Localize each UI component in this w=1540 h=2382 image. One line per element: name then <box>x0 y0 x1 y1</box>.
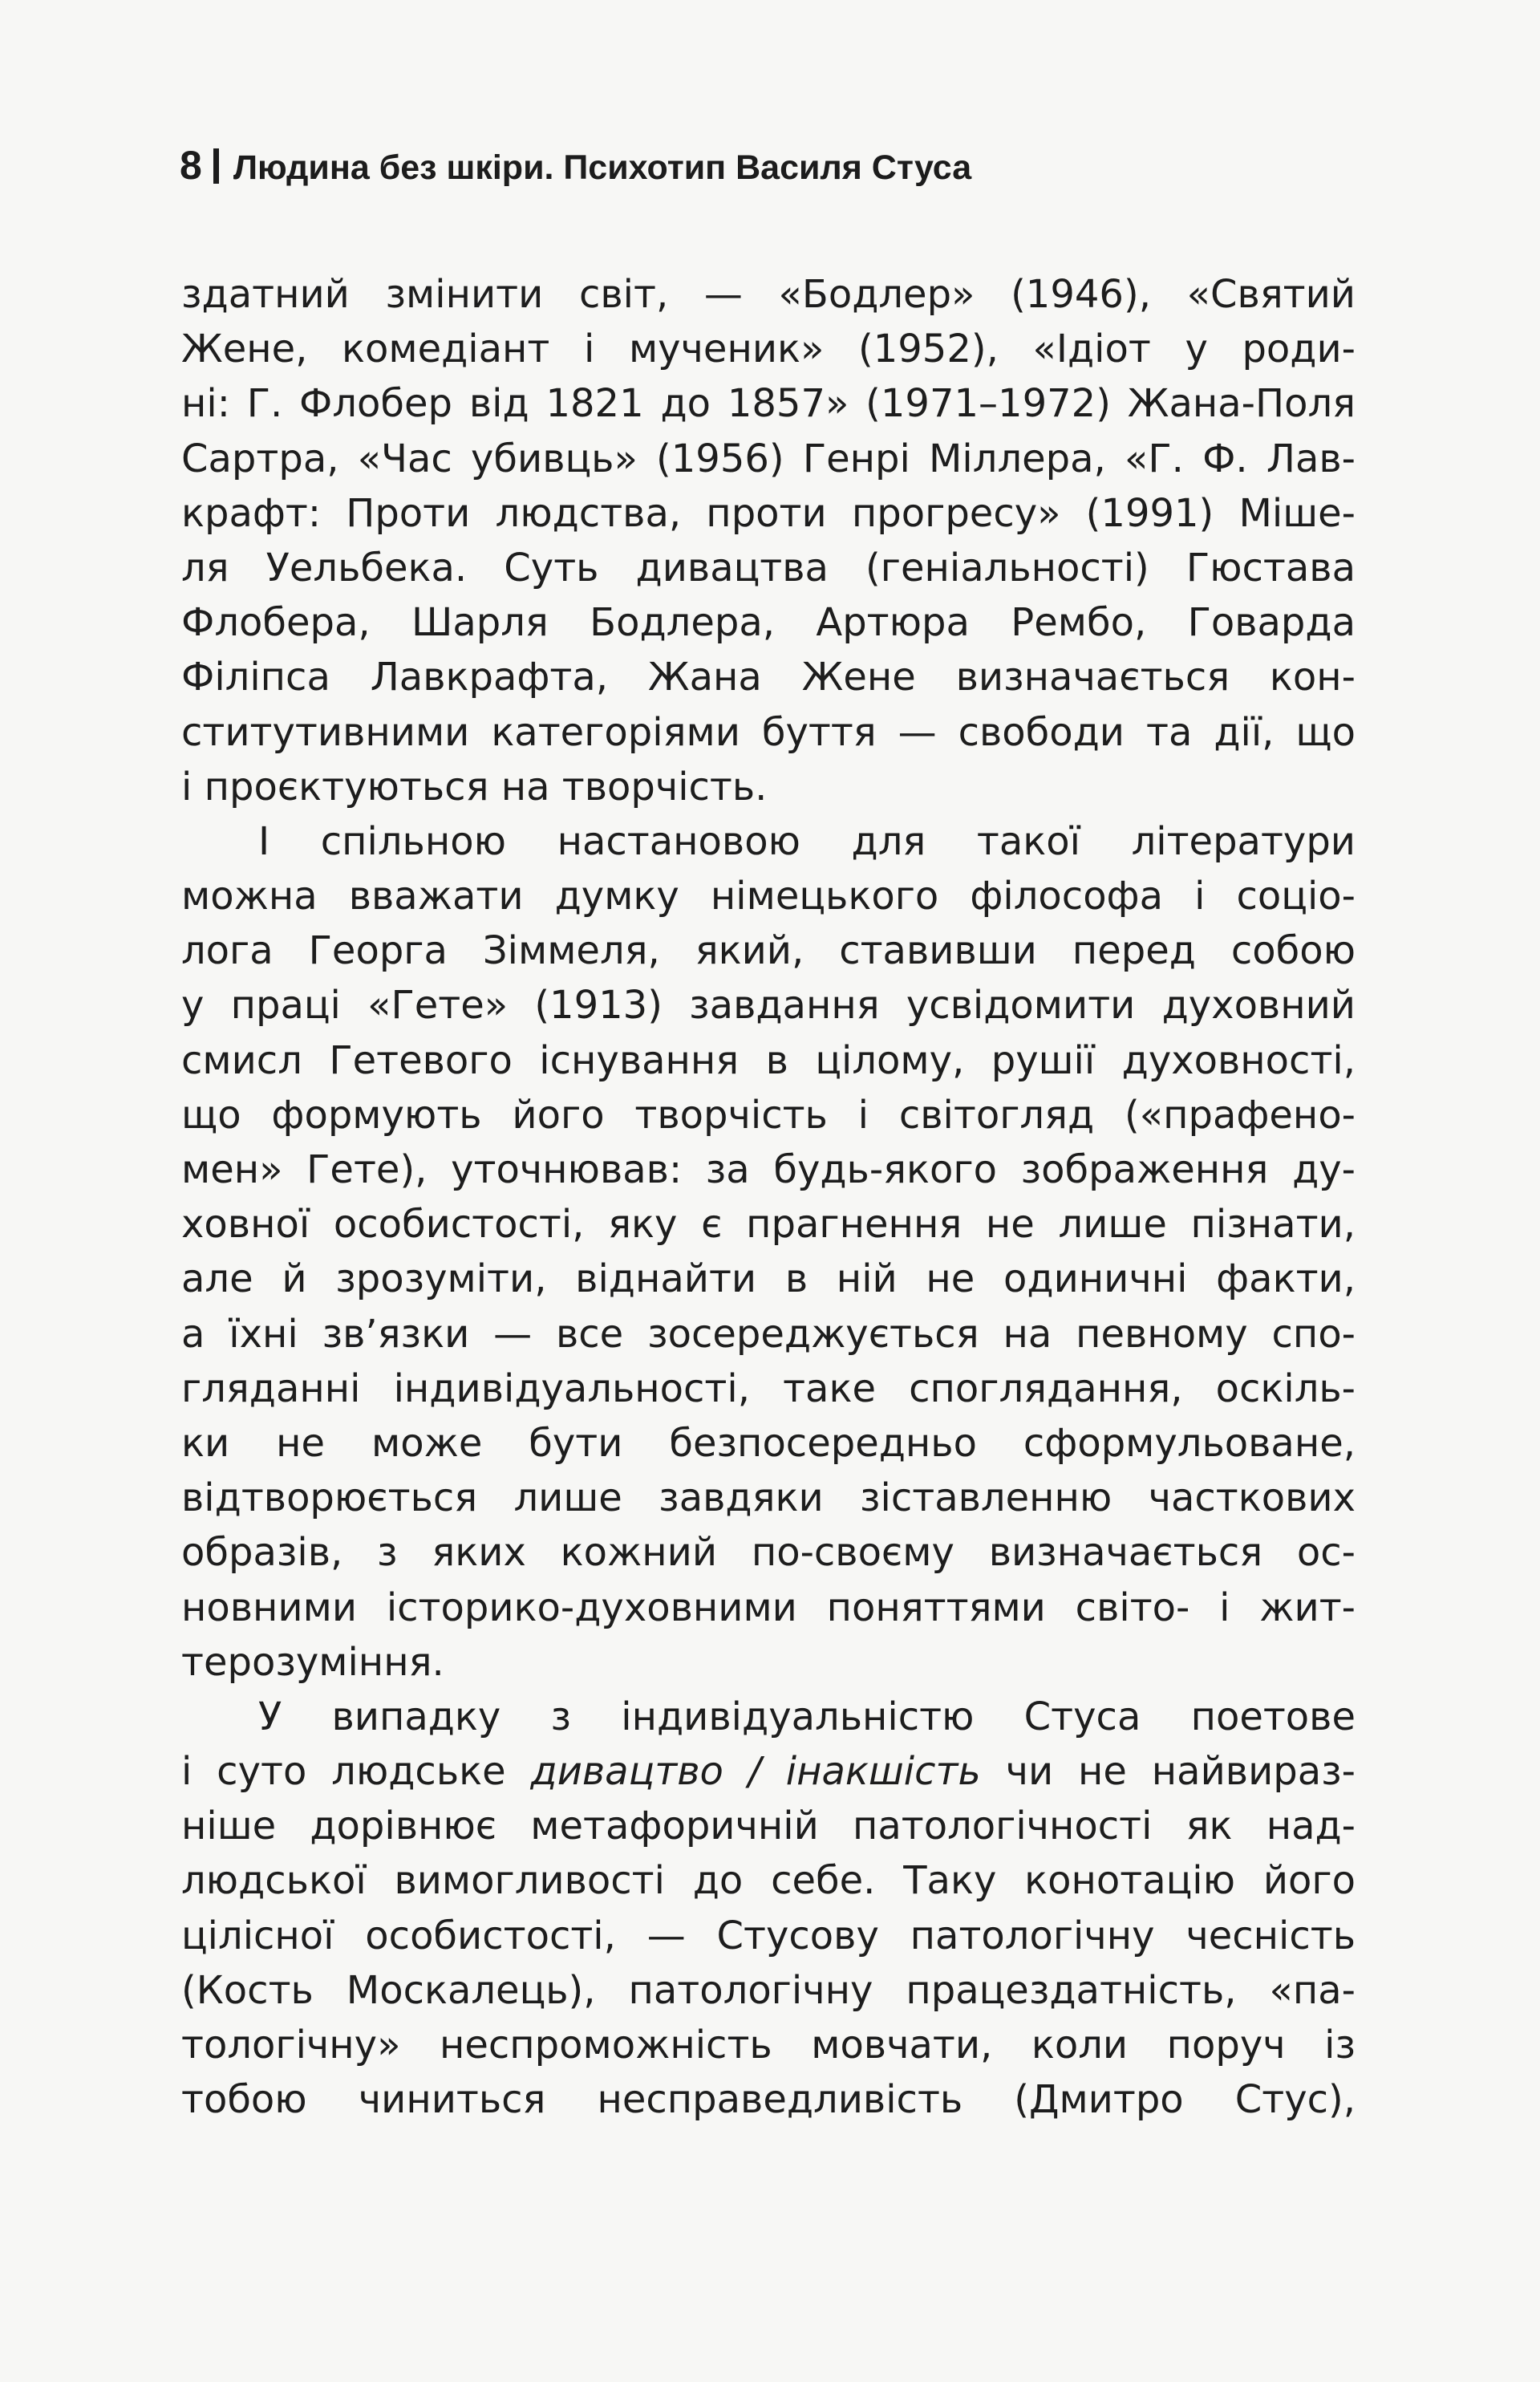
text-line: цілісної особистості, — Стусову патологічну чесність <box>181 1913 1356 1958</box>
text-line: що формують його творчість і світогляд («прафено- <box>181 1092 1356 1138</box>
text-line: ки не може бути безпосередньо сформульоване, <box>181 1420 1356 1466</box>
text-line: крафт: Проти людства, проти прогресу» (1991) Міше- <box>181 490 1356 536</box>
text-line: образів, з яких кожний по-своєму визначається ос- <box>181 1530 1356 1576</box>
text-line: гляданні індивідуальності, таке споглядання, оскіль- <box>181 1365 1356 1411</box>
text-line: У випадку з індивідуальністю Стуса поетове <box>258 1694 1356 1739</box>
text-run: і суто людське <box>181 1749 531 1795</box>
text-line: Жене, комедіант і мученик» (1952), «Ідіот у роди- <box>181 327 1356 372</box>
text-line: І спільною настановою для такої літератури <box>258 818 1356 864</box>
text-line: відтворюється лише завдяки зіставленню часткових <box>181 1475 1356 1521</box>
text-line: лога Георга Зіммеля, який, ставивши перед собою <box>181 928 1356 974</box>
header-separator-bar <box>213 148 219 184</box>
text-line: ля Уельбека. Суть дивацтва (геніальності) Гюстава <box>181 545 1356 590</box>
text-line: тологічну» неспроможність мовчати, коли поруч із <box>181 2023 1356 2068</box>
text-line: тобою чиниться несправедливість (Дмитро Стус), <box>181 2077 1356 2123</box>
text-line: можна вважати думку німецького філософа і соціо- <box>181 874 1356 919</box>
text-line: терозуміння. <box>181 1639 444 1685</box>
text-line: а їхні зв’язки — все зосереджується на певному спо- <box>181 1311 1356 1357</box>
text-line: ховної особистості, яку є прагнення не лише пізнати, <box>181 1202 1356 1248</box>
text-run: чи не найвираз- <box>980 1749 1356 1795</box>
text-line: смисл Гетевого існування в цілому, рушії духовності, <box>181 1037 1356 1083</box>
text-line: здатний змінити світ, — «Бодлер» (1946), «Святий <box>181 272 1356 317</box>
text-line: ні: Г. Флобер від 1821 до 1857» (1971–1972) Жана-Поля <box>181 381 1356 427</box>
text-line: але й зрозуміти, віднайти в ній не одиничні факти, <box>181 1256 1356 1302</box>
text-line: Флобера, Шарля Бодлера, Артюра Рембо, Говарда <box>181 600 1356 646</box>
text-line: мен» Гете), уточнював: за будь-якого зображення ду- <box>181 1147 1356 1192</box>
page-number: 8 <box>180 143 202 188</box>
text-line: Сартра, «Час убивць» (1956) Генрі Міллера, «Г. Ф. Лав- <box>181 436 1356 481</box>
running-header <box>180 141 1383 192</box>
text-line: ститутивними категоріями буття — свободи та дії, що <box>181 709 1356 755</box>
body-text <box>181 267 1356 2127</box>
text-line: і проєктуються на творчість. <box>181 764 768 810</box>
italic-emphasis: дивацтво / інакшість <box>530 1749 981 1795</box>
text-line: Філіпса Лавкрафта, Жана Жене визначається кон- <box>181 655 1356 700</box>
text-line: ніше дорівнює метафоричній патологічності як над- <box>181 1804 1356 1849</box>
text-line: (Кость Москалець), патологічну працездатність, «па- <box>181 1967 1356 2013</box>
text-line: у праці «Гете» (1913) завдання усвідомити духовний <box>181 983 1356 1029</box>
text-line-with-italic <box>181 1744 1356 1799</box>
text-line: людської вимогливості до себе. Таку конотацію його <box>181 1858 1356 1904</box>
running-title: Людина без шкіри. Психотип Василя Стуса <box>233 148 972 187</box>
text-line: новними історико-духовними поняттями світо- і жит- <box>181 1585 1356 1630</box>
